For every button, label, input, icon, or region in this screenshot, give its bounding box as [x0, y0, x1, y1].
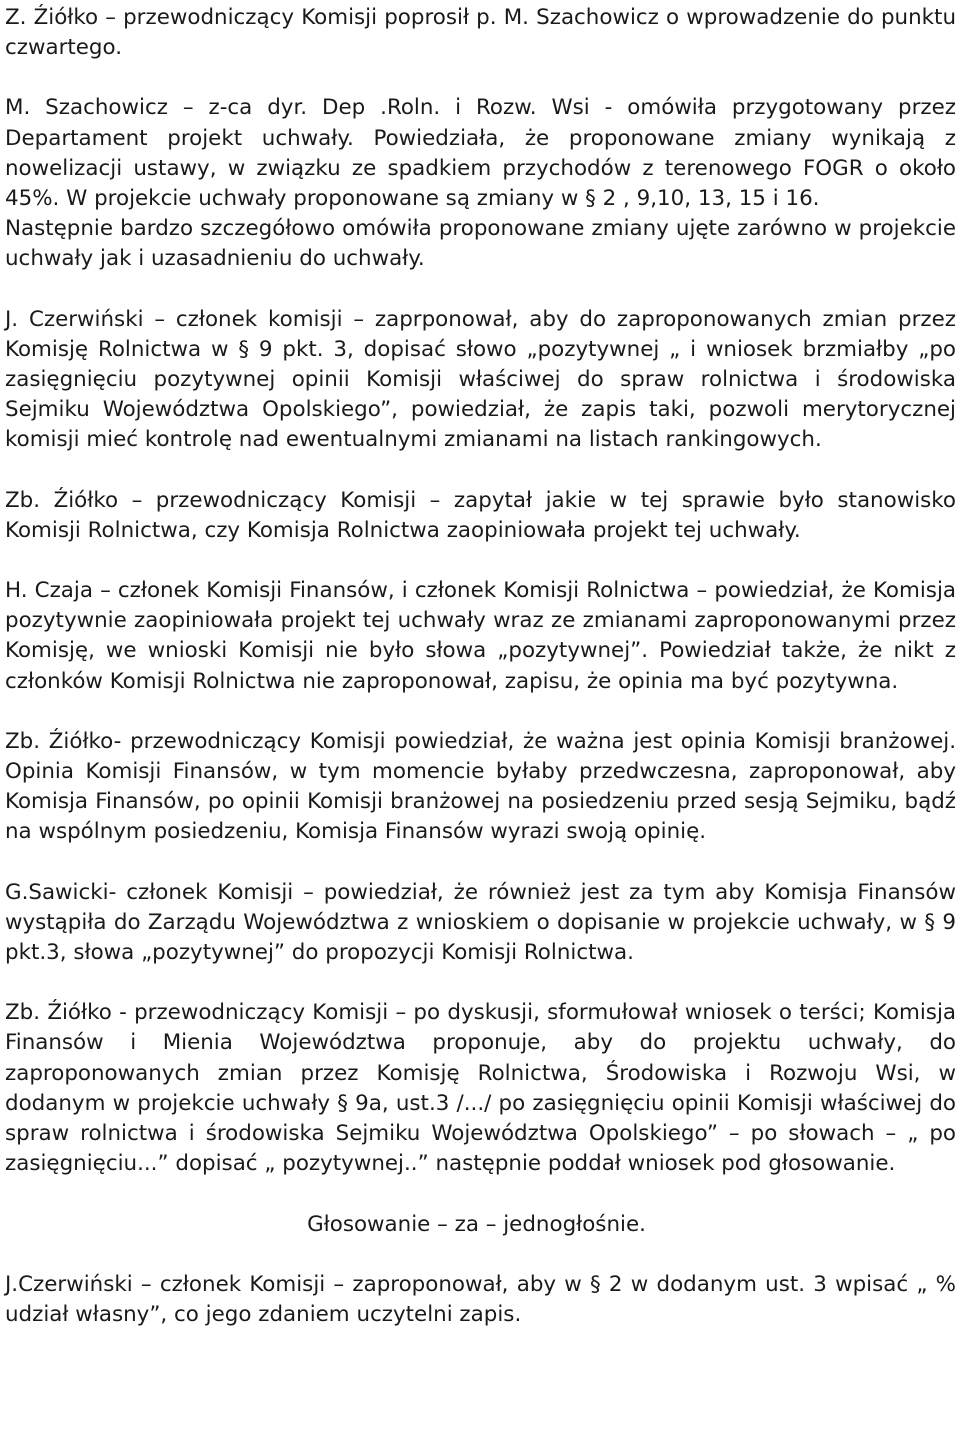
voting-result: Głosowanie – za – jednogłośnie. [307, 1211, 646, 1237]
paragraph-7: Zb. Źiółko- przewodniczący Komisji powiedział, że ważna jest opinia Komisji branżowej. Opinia Komisji Finansów, w tym momencie byłaby przedwczesna, zaproponował, aby Komisja Finansów, po opinii Komisji branżowej na posiedzeniu przed sesją Sejmiku, bądź na wspólnym posiedzeniu, Komisja Finansów wyrazi swoją opinię. [5, 728, 956, 845]
paragraph-6: H. Czaja – członek Komisji Finansów, i członek Komisji Rolnictwa – powiedział, że Komisja pozytywnie zaopiniowała projekt tej uchwały wraz ze zmianami zaproponowanymi przez Komisję, we wnioski Komisji nie było słowa „pozytywnej”. Powiedział także, że nikt z członków Komisji Rolnictwa nie zaproponował, zapisu, że opinia ma być pozytywna. [5, 578, 956, 694]
paragraph-8: G.Sawicki- członek Komisji – powiedział, że również jest za tym aby Komisja Finansów wystąpiła do Zarządu Województwa z wnioskiem o dopisanie w projekcie uchwały, w § 9 pkt.3, słowa „pozytywnej” do propozycji Komisji Rolnictwa. [5, 879, 956, 966]
document-page [5, 0, 956, 1360]
paragraph-4: J. Czerwiński – członek komisji – zaprponował, aby do zaproponowanych zmian przez Komisję Rolnictwa w § 9 pkt. 3, dopisać słowo „pozytywnej „ i wniosek brzmiałby „po zasięgnięciu pozytywnej opinii Komisji właściwej do spraw rolnictwa i środowiska Sejmiku Województwa Opolskiego”, powiedział, że zapis taki, pozwoli merytorycznej komisji mieć kontrolę nad ewentualnymi zmianami na listach rankingowych. [5, 306, 956, 453]
paragraph-11: J.Czerwiński – członek Komisji – zaproponował, aby w § 2 w dodanym ust. 3 wpisać „ % udział własny”, co jego zdaniem uczytelni zapis. [5, 1271, 956, 1327]
paragraph-5: Zb. Źiółko – przewodniczący Komisji – zapytał jakie w tej sprawie było stanowisko Komisji Rolnictwa, czy Komisja Rolnictwa zaopiniowała projekt tej uchwały. [5, 487, 956, 543]
paragraph-9: Zb. Źiółko - przewodniczący Komisji – po dyskusji, sformułował wniosek o terści; Komisja Finansów i Mienia Województwa proponuje, aby do projektu uchwały, do zaproponowanych zmian przez Komisję Rolnictwa, Środowiska i Rozwoju Wsi, w dodanym w projekcie uchwały § 9a, ust.3 /.../ po zasięgnięciu opinii Komisji właściwej do spraw rolnictwa i środowiska Sejmiku Województwa Opolskiego” – po słowach – „ po zasięgnięciu...” dopisać „ pozytywnej..” następnie poddał wniosek pod głosowanie. [5, 1000, 956, 1177]
paragraph-3: Następnie bardzo szczegółowo omówiła proponowane zmiany ujęte zarówno w projekcie uchwały jak i uzasadnieniu do uchwały. [5, 216, 956, 272]
paragraph-2: M. Szachowicz – z-ca dyr. Dep .Roln. i Rozw. Wsi - omówiła przygotowany przez Departament projekt uchwały. Powiedziała, że proponowane zmiany wynikają z nowelizacji ustawy, w związku ze spadkiem przychodów z terenowego FOGR o około 45%. W projekcie uchwały proponowane są zmiany w § 2 , 9,10, 13, 15 i 16. [5, 95, 956, 212]
paragraph-1: Z. Źiółko – przewodniczący Komisji poprosił p. M. Szachowicz o wprowadzenie do punktu czwartego. [5, 5, 956, 61]
